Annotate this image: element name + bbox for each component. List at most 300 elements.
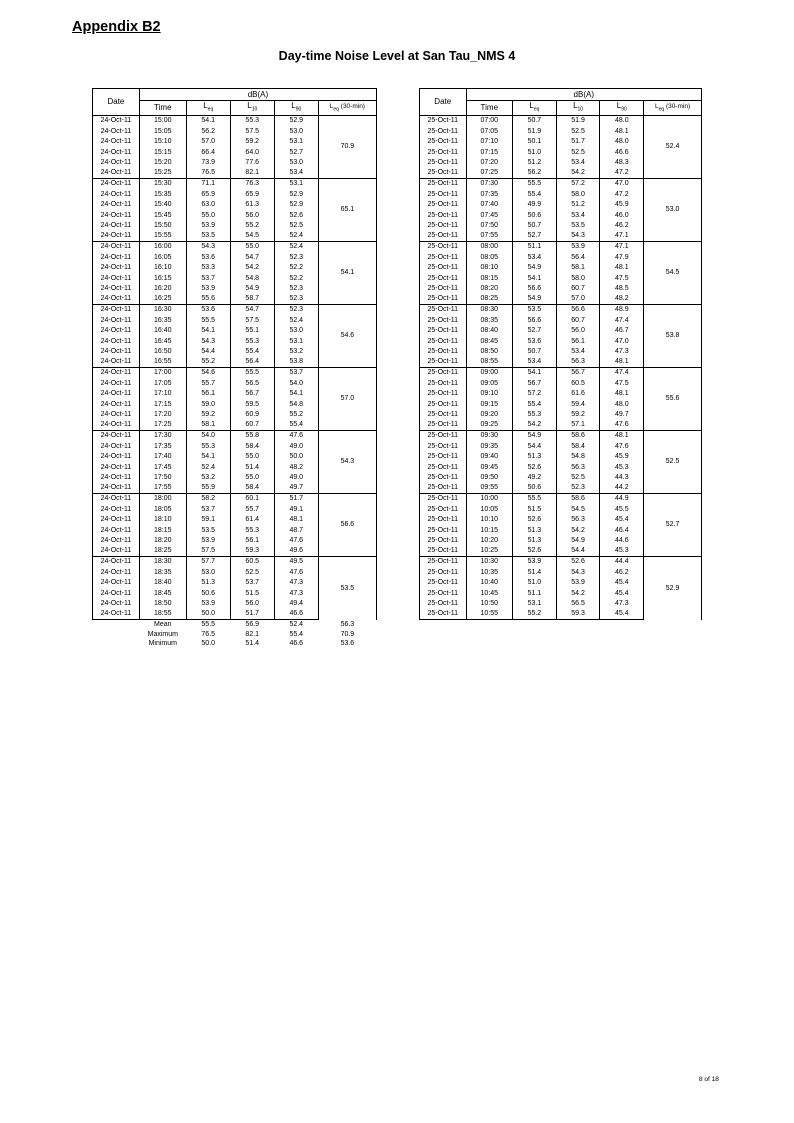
summary-label: Minimum <box>148 640 177 648</box>
cell-leq: 58.1 <box>186 420 230 431</box>
cell-date: 25-Oct-11 <box>420 179 467 190</box>
cell-l90: 45.3 <box>600 546 644 557</box>
cell-date: 25-Oct-11 <box>420 420 467 431</box>
cell-time: 18:30 <box>139 557 186 568</box>
cell-time: 17:15 <box>139 399 186 410</box>
header-l90-base: L <box>616 101 622 110</box>
summary-leq30: 53.6 <box>340 640 355 648</box>
cell-l90: 45.3 <box>600 462 644 473</box>
cell-l10: 55.0 <box>230 452 274 463</box>
cell-l10: 54.5 <box>230 231 274 242</box>
cell-date: 24-Oct-11 <box>93 389 140 400</box>
cell-time: 17:05 <box>139 378 186 389</box>
cell-date: 24-Oct-11 <box>93 305 140 316</box>
header-l10 <box>556 101 600 116</box>
cell-time: 08:50 <box>466 347 513 358</box>
cell-l10: 56.3 <box>556 357 600 368</box>
header-leq30-base: L <box>329 102 334 110</box>
cell-l90: 48.1 <box>600 431 644 442</box>
cell-time: 17:30 <box>139 431 186 442</box>
cell-time: 10:05 <box>466 504 513 515</box>
cell-l10: 60.5 <box>230 557 274 568</box>
cell-l90: 52.2 <box>274 263 318 274</box>
cell-l10: 54.5 <box>556 504 600 515</box>
cell-l90: 54.0 <box>274 378 318 389</box>
cell-time: 18:35 <box>139 567 186 578</box>
cell-l90: 48.1 <box>274 515 318 526</box>
cell-date: 25-Oct-11 <box>420 378 467 389</box>
cell-date: 24-Oct-11 <box>93 326 140 337</box>
cell-leq: 52.6 <box>513 515 557 526</box>
cell-l90: 53.1 <box>274 336 318 347</box>
cell-l90: 47.3 <box>600 599 644 610</box>
cell-leq: 54.3 <box>186 336 230 347</box>
cell-leq: 51.1 <box>513 588 557 599</box>
cell-date: 25-Oct-11 <box>420 536 467 547</box>
cell-time: 16:15 <box>139 273 186 284</box>
header-time: Time <box>466 101 513 116</box>
cell-l10: 54.7 <box>230 252 274 263</box>
cell-leq: 56.1 <box>186 389 230 400</box>
cell-date: 25-Oct-11 <box>420 357 467 368</box>
cell-leq30-avg: 55.6 <box>644 368 702 431</box>
cell-l90: 52.9 <box>274 116 318 127</box>
table-row <box>420 179 702 190</box>
cell-l10: 55.8 <box>230 431 274 442</box>
noise-table-right <box>419 88 702 620</box>
cell-l10: 59.5 <box>230 399 274 410</box>
cell-date: 24-Oct-11 <box>93 504 140 515</box>
cell-l10: 54.2 <box>556 168 600 179</box>
cell-l10: 60.1 <box>230 494 274 505</box>
cell-leq: 51.0 <box>513 147 557 158</box>
cell-date: 24-Oct-11 <box>93 494 140 505</box>
cell-leq: 66.4 <box>186 147 230 158</box>
cell-l10: 54.2 <box>230 263 274 274</box>
cell-time: 09:20 <box>466 410 513 421</box>
header-l10-base: L <box>573 101 578 110</box>
cell-time: 16:40 <box>139 326 186 337</box>
cell-l10: 60.7 <box>230 420 274 431</box>
cell-l90: 44.6 <box>600 536 644 547</box>
cell-date: 25-Oct-11 <box>420 441 467 452</box>
cell-l10: 56.4 <box>556 252 600 263</box>
cell-leq: 57.0 <box>186 137 230 148</box>
cell-l90: 53.1 <box>274 137 318 148</box>
cell-l90: 47.3 <box>274 588 318 599</box>
cell-leq: 54.1 <box>513 273 557 284</box>
cell-date: 24-Oct-11 <box>93 336 140 347</box>
cell-time: 08:40 <box>466 326 513 337</box>
cell-time: 18:15 <box>139 525 186 536</box>
cell-leq: 56.2 <box>186 126 230 137</box>
cell-leq: 55.2 <box>186 357 230 368</box>
table-row <box>420 242 702 253</box>
cell-leq30-avg: 52.7 <box>644 494 702 557</box>
cell-l10: 52.6 <box>556 557 600 568</box>
header-leq <box>186 101 230 116</box>
cell-time: 15:20 <box>139 158 186 169</box>
cell-l10: 53.4 <box>556 210 600 221</box>
cell-leq: 51.3 <box>513 525 557 536</box>
cell-time: 15:25 <box>139 168 186 179</box>
cell-date: 25-Oct-11 <box>420 599 467 610</box>
cell-time: 08:00 <box>466 242 513 253</box>
cell-leq30-avg: 70.9 <box>318 116 376 179</box>
cell-time: 17:40 <box>139 452 186 463</box>
cell-time: 09:50 <box>466 473 513 484</box>
cell-time: 10:10 <box>466 515 513 526</box>
cell-l90: 45.4 <box>600 578 644 589</box>
cell-date: 25-Oct-11 <box>420 431 467 442</box>
cell-time: 09:05 <box>466 378 513 389</box>
summary-spacer <box>93 620 140 630</box>
cell-l10: 56.6 <box>556 305 600 316</box>
header-l90 <box>274 101 318 116</box>
cell-date: 24-Oct-11 <box>93 315 140 326</box>
cell-leq: 55.5 <box>513 179 557 190</box>
cell-l90: 55.4 <box>274 420 318 431</box>
cell-l90: 49.7 <box>600 410 644 421</box>
cell-l90: 47.3 <box>274 578 318 589</box>
cell-leq30-avg: 52.5 <box>644 431 702 494</box>
cell-date: 24-Oct-11 <box>93 546 140 557</box>
cell-leq: 53.9 <box>186 221 230 232</box>
cell-l90: 48.5 <box>600 284 644 295</box>
cell-leq: 50.0 <box>186 609 230 620</box>
summary-label: Mean <box>154 621 172 629</box>
cell-l90: 48.2 <box>600 294 644 305</box>
cell-l90: 47.9 <box>600 252 644 263</box>
cell-l90: 45.9 <box>600 200 644 211</box>
cell-time: 07:40 <box>466 200 513 211</box>
cell-leq: 54.1 <box>186 116 230 127</box>
cell-l10: 61.3 <box>230 200 274 211</box>
cell-date: 25-Oct-11 <box>420 567 467 578</box>
cell-time: 08:20 <box>466 284 513 295</box>
summary-l90: 46.6 <box>289 640 304 648</box>
cell-time: 07:15 <box>466 147 513 158</box>
cell-date: 25-Oct-11 <box>420 326 467 337</box>
table-row <box>93 368 377 379</box>
cell-l10: 51.7 <box>556 137 600 148</box>
cell-leq: 54.9 <box>513 294 557 305</box>
cell-date: 24-Oct-11 <box>93 179 140 190</box>
cell-time: 08:05 <box>466 252 513 263</box>
cell-time: 09:40 <box>466 452 513 463</box>
cell-l10: 53.7 <box>230 578 274 589</box>
cell-l90: 46.2 <box>600 567 644 578</box>
cell-l10: 59.2 <box>230 137 274 148</box>
cell-date: 25-Oct-11 <box>420 609 467 620</box>
table-row <box>420 557 702 568</box>
cell-l90: 53.8 <box>274 357 318 368</box>
table-row <box>93 242 377 253</box>
cell-l10: 57.1 <box>556 420 600 431</box>
cell-l90: 46.6 <box>600 147 644 158</box>
cell-l10: 57.5 <box>230 126 274 137</box>
cell-l10: 55.4 <box>230 347 274 358</box>
cell-time: 09:15 <box>466 399 513 410</box>
header-date: Date <box>93 89 140 116</box>
cell-l10: 60.5 <box>556 378 600 389</box>
header-l10 <box>230 101 274 116</box>
table-row <box>420 116 702 127</box>
cell-time: 18:20 <box>139 536 186 547</box>
cell-date: 25-Oct-11 <box>420 504 467 515</box>
cell-time: 17:10 <box>139 389 186 400</box>
cell-l10: 57.5 <box>230 315 274 326</box>
cell-l10: 54.4 <box>556 546 600 557</box>
cell-time: 07:00 <box>466 116 513 127</box>
header-leq30-suffix: (30-min) <box>338 102 365 110</box>
cell-leq: 53.5 <box>186 231 230 242</box>
cell-l10: 58.4 <box>556 441 600 452</box>
summary-leq: 76.5 <box>201 630 216 638</box>
cell-l10: 56.0 <box>556 326 600 337</box>
cell-l10: 55.7 <box>230 504 274 515</box>
cell-date: 24-Oct-11 <box>93 116 140 127</box>
cell-date: 24-Oct-11 <box>93 515 140 526</box>
cell-leq: 53.9 <box>513 557 557 568</box>
cell-time: 08:35 <box>466 315 513 326</box>
cell-time: 09:55 <box>466 483 513 494</box>
cell-leq: 49.2 <box>513 473 557 484</box>
cell-l10: 53.9 <box>556 242 600 253</box>
cell-time: 15:05 <box>139 126 186 137</box>
cell-date: 25-Oct-11 <box>420 305 467 316</box>
cell-leq: 50.6 <box>513 483 557 494</box>
cell-date: 24-Oct-11 <box>93 609 140 620</box>
cell-leq: 53.4 <box>513 252 557 263</box>
cell-date: 24-Oct-11 <box>93 221 140 232</box>
cell-leq30-avg: 53.0 <box>644 179 702 242</box>
header-l90 <box>600 101 644 116</box>
cell-leq: 55.9 <box>186 483 230 494</box>
cell-leq: 52.7 <box>513 326 557 337</box>
cell-leq30-avg: 52.4 <box>644 116 702 179</box>
cell-l10: 82.1 <box>230 168 274 179</box>
cell-date: 24-Oct-11 <box>93 273 140 284</box>
cell-date: 25-Oct-11 <box>420 494 467 505</box>
cell-date: 25-Oct-11 <box>420 588 467 599</box>
cell-date: 25-Oct-11 <box>420 284 467 295</box>
cell-time: 09:10 <box>466 389 513 400</box>
table-row <box>93 179 377 190</box>
header-leq30 <box>318 101 376 116</box>
cell-l90: 53.0 <box>274 158 318 169</box>
cell-l10: 53.9 <box>556 578 600 589</box>
cell-l10: 54.3 <box>556 231 600 242</box>
cell-l90: 53.2 <box>274 347 318 358</box>
cell-date: 24-Oct-11 <box>93 137 140 148</box>
cell-leq30-avg: 56.6 <box>318 494 376 557</box>
cell-l90: 47.6 <box>274 431 318 442</box>
cell-l10: 54.2 <box>556 525 600 536</box>
cell-leq: 56.6 <box>513 315 557 326</box>
cell-date: 24-Oct-11 <box>93 231 140 242</box>
cell-l90: 48.0 <box>600 137 644 148</box>
cell-date: 24-Oct-11 <box>93 284 140 295</box>
cell-date: 24-Oct-11 <box>93 210 140 221</box>
table-row <box>420 368 702 379</box>
summary-leq: 55.5 <box>201 621 216 629</box>
header-l10-base: L <box>247 101 252 110</box>
header-leq-sub: eq <box>207 106 214 113</box>
cell-time: 18:45 <box>139 588 186 599</box>
page-title: Day-time Noise Level at San Tau_NMS 4 <box>278 49 516 63</box>
cell-leq: 53.9 <box>186 284 230 295</box>
cell-leq: 55.7 <box>186 378 230 389</box>
cell-l90: 48.1 <box>600 357 644 368</box>
cell-leq: 50.6 <box>186 588 230 599</box>
cell-leq: 54.1 <box>513 368 557 379</box>
cell-l90: 48.1 <box>600 126 644 137</box>
cell-l90: 49.6 <box>274 546 318 557</box>
cell-date: 25-Oct-11 <box>420 336 467 347</box>
cell-l90: 44.2 <box>600 483 644 494</box>
cell-l90: 47.4 <box>600 368 644 379</box>
summary-l10: 56.9 <box>245 621 260 629</box>
cell-time: 07:50 <box>466 221 513 232</box>
cell-time: 08:25 <box>466 294 513 305</box>
cell-l10: 56.1 <box>556 336 600 347</box>
cell-date: 25-Oct-11 <box>420 158 467 169</box>
cell-l90: 54.8 <box>274 399 318 410</box>
cell-date: 24-Oct-11 <box>93 525 140 536</box>
cell-leq: 56.2 <box>513 168 557 179</box>
cell-leq: 53.0 <box>186 567 230 578</box>
cell-l10: 55.3 <box>230 525 274 536</box>
cell-time: 16:45 <box>139 336 186 347</box>
cell-l10: 58.6 <box>556 494 600 505</box>
summary-spacer <box>93 639 140 649</box>
summary-l10: 51.4 <box>245 640 260 648</box>
cell-leq: 57.5 <box>186 546 230 557</box>
cell-l90: 52.7 <box>274 147 318 158</box>
cell-date: 25-Oct-11 <box>420 515 467 526</box>
cell-time: 17:20 <box>139 410 186 421</box>
cell-leq30-avg: 53.8 <box>644 305 702 368</box>
cell-l90: 47.6 <box>274 567 318 578</box>
cell-leq: 71.1 <box>186 179 230 190</box>
cell-time: 18:50 <box>139 599 186 610</box>
cell-leq: 55.3 <box>186 441 230 452</box>
cell-leq: 55.3 <box>513 410 557 421</box>
table-row <box>93 116 377 127</box>
cell-l10: 56.5 <box>230 378 274 389</box>
cell-date: 24-Oct-11 <box>93 578 140 589</box>
cell-leq: 56.6 <box>513 284 557 295</box>
cell-l10: 58.1 <box>556 263 600 274</box>
cell-l10: 55.1 <box>230 326 274 337</box>
cell-l10: 58.6 <box>556 431 600 442</box>
cell-time: 08:45 <box>466 336 513 347</box>
cell-time: 15:45 <box>139 210 186 221</box>
cell-leq: 59.2 <box>186 410 230 421</box>
cell-time: 15:35 <box>139 189 186 200</box>
cell-leq: 49.9 <box>513 200 557 211</box>
cell-l10: 53.5 <box>556 221 600 232</box>
cell-time: 15:55 <box>139 231 186 242</box>
cell-time: 15:10 <box>139 137 186 148</box>
cell-l90: 48.1 <box>600 389 644 400</box>
cell-leq: 53.6 <box>513 336 557 347</box>
cell-date: 25-Oct-11 <box>420 578 467 589</box>
cell-l10: 53.4 <box>556 158 600 169</box>
cell-l10: 54.7 <box>230 305 274 316</box>
cell-date: 25-Oct-11 <box>420 483 467 494</box>
cell-l90: 46.7 <box>600 326 644 337</box>
cell-time: 10:15 <box>466 525 513 536</box>
cell-l90: 45.4 <box>600 588 644 599</box>
cell-date: 24-Oct-11 <box>93 252 140 263</box>
cell-leq: 53.6 <box>186 305 230 316</box>
cell-leq: 51.5 <box>513 504 557 515</box>
cell-l90: 52.3 <box>274 284 318 295</box>
cell-leq: 56.7 <box>513 378 557 389</box>
cell-time: 09:25 <box>466 420 513 431</box>
cell-l10: 59.2 <box>556 410 600 421</box>
cell-l10: 58.7 <box>230 294 274 305</box>
cell-time: 07:30 <box>466 179 513 190</box>
cell-l10: 52.5 <box>230 567 274 578</box>
cell-l10: 56.4 <box>230 357 274 368</box>
cell-date: 25-Oct-11 <box>420 126 467 137</box>
cell-leq30-avg: 54.6 <box>318 305 376 368</box>
header-leq30-sub: eq <box>333 105 339 112</box>
cell-l10: 54.9 <box>230 284 274 295</box>
cell-l10: 54.8 <box>230 273 274 284</box>
cell-time: 15:50 <box>139 221 186 232</box>
cell-time: 16:50 <box>139 347 186 358</box>
cell-leq: 53.5 <box>186 525 230 536</box>
cell-time: 07:45 <box>466 210 513 221</box>
cell-leq: 53.7 <box>186 504 230 515</box>
cell-date: 24-Oct-11 <box>93 294 140 305</box>
cell-date: 25-Oct-11 <box>420 294 467 305</box>
summary-leq30: 56.3 <box>340 620 355 628</box>
cell-date: 25-Oct-11 <box>420 525 467 536</box>
cell-date: 24-Oct-11 <box>93 431 140 442</box>
cell-l10: 56.0 <box>230 599 274 610</box>
cell-leq: 53.5 <box>513 305 557 316</box>
cell-l90: 54.1 <box>274 389 318 400</box>
cell-l90: 46.0 <box>600 210 644 221</box>
cell-date: 24-Oct-11 <box>93 567 140 578</box>
cell-time: 07:35 <box>466 189 513 200</box>
summary-l90: 52.4 <box>289 621 304 629</box>
cell-date: 25-Oct-11 <box>420 389 467 400</box>
cell-l90: 47.5 <box>600 378 644 389</box>
cell-l10: 61.6 <box>556 389 600 400</box>
cell-leq: 50.7 <box>513 116 557 127</box>
cell-time: 16:25 <box>139 294 186 305</box>
cell-l10: 56.0 <box>230 210 274 221</box>
cell-leq: 50.1 <box>513 137 557 148</box>
summary-label: Maximum <box>147 630 178 638</box>
cell-leq: 51.2 <box>513 158 557 169</box>
cell-date: 25-Oct-11 <box>420 347 467 358</box>
cell-l90: 44.9 <box>600 494 644 505</box>
cell-leq: 53.6 <box>186 252 230 263</box>
cell-date: 25-Oct-11 <box>420 473 467 484</box>
cell-leq: 54.4 <box>186 347 230 358</box>
cell-leq: 55.5 <box>513 494 557 505</box>
cell-time: 08:30 <box>466 305 513 316</box>
cell-l90: 47.0 <box>600 336 644 347</box>
cell-leq: 76.5 <box>186 168 230 179</box>
